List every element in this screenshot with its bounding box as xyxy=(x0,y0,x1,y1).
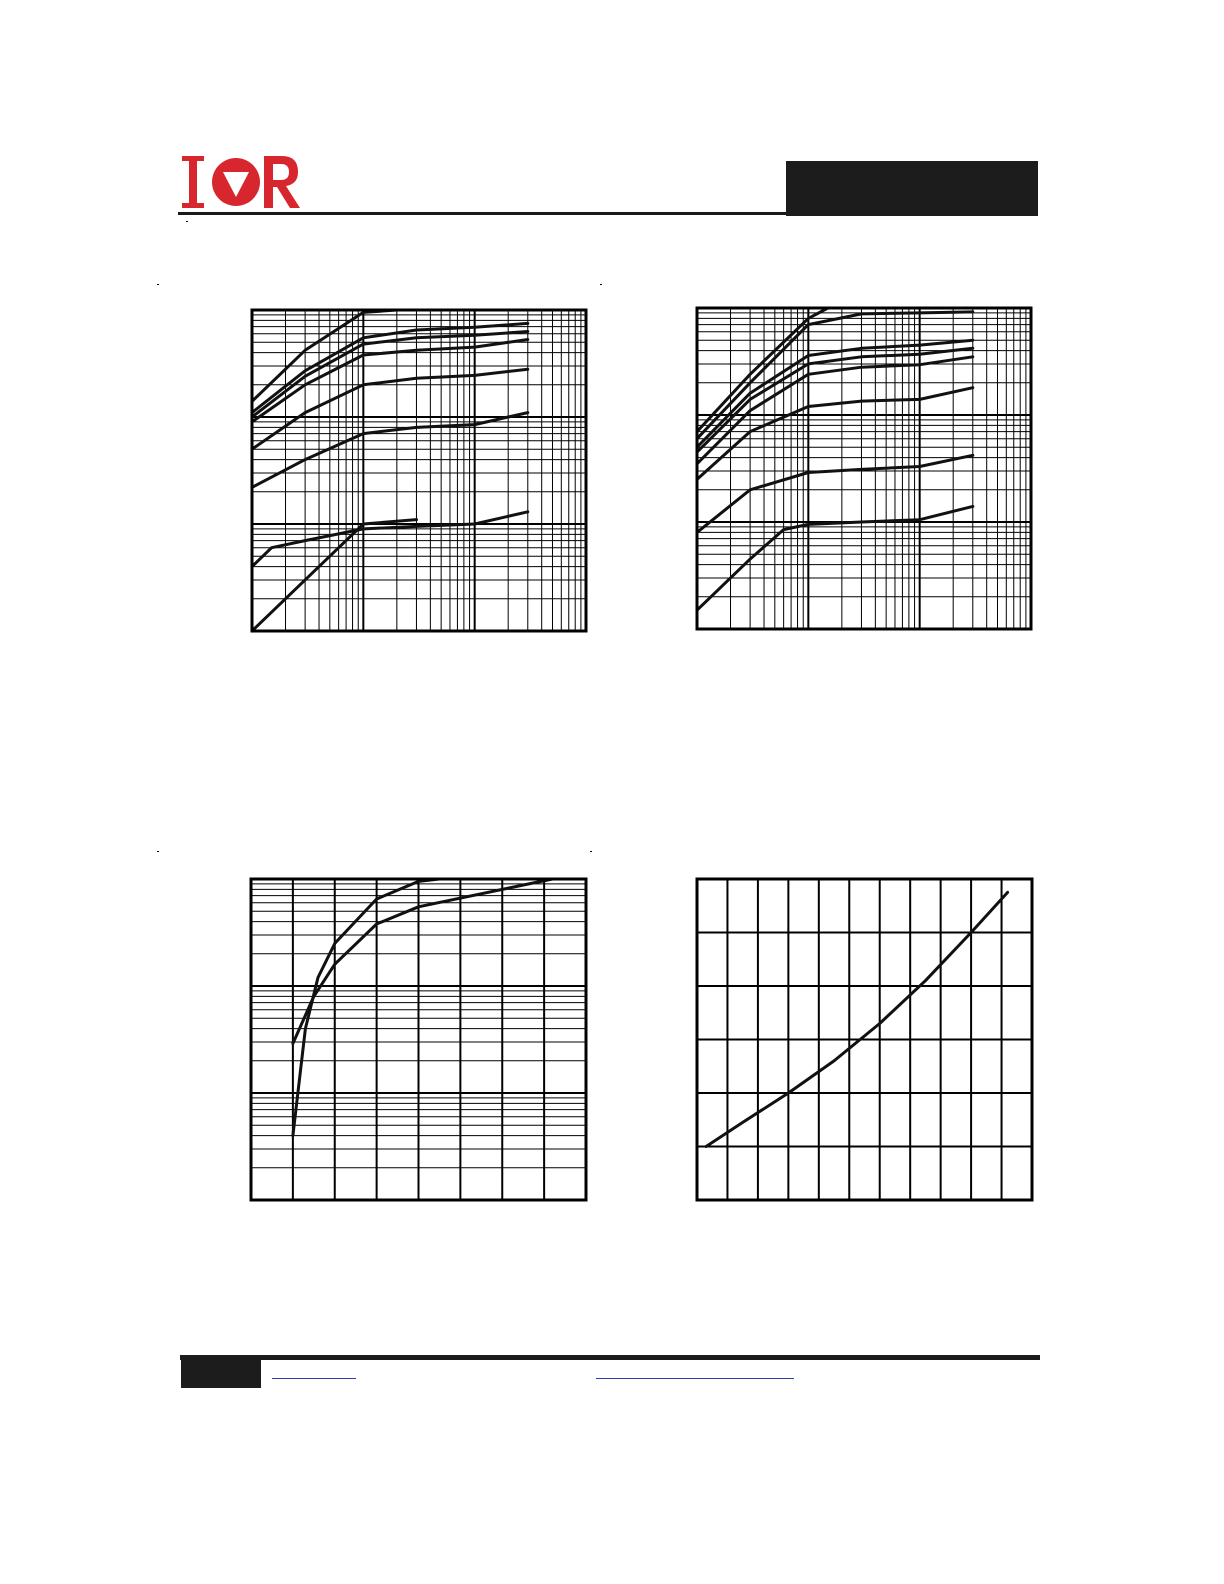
part-number-box xyxy=(786,161,1038,216)
chart-normalized-on-resistance xyxy=(695,877,1034,1202)
chart-transfer-characteristics xyxy=(249,877,588,1202)
series-line xyxy=(293,879,440,1136)
series-line xyxy=(252,323,528,412)
footer-rule xyxy=(180,1355,1040,1360)
dot-mark xyxy=(590,851,592,852)
page-number-box xyxy=(181,1360,261,1388)
dot-mark xyxy=(157,284,159,285)
brand-logo xyxy=(178,152,304,212)
series-line xyxy=(293,879,553,1044)
series-line xyxy=(252,413,528,488)
chart-output-characteristics-2 xyxy=(695,306,1033,631)
footer-link[interactable] xyxy=(272,1378,356,1379)
series-line xyxy=(697,455,973,532)
dot-mark xyxy=(186,221,188,222)
chart-output-characteristics-1 xyxy=(250,308,588,633)
dot-mark xyxy=(600,284,602,285)
series-line xyxy=(697,388,973,480)
dot-mark xyxy=(157,851,159,852)
header-rule xyxy=(178,212,788,215)
series-line xyxy=(706,892,1008,1146)
series-line xyxy=(252,512,528,567)
footer-website-link[interactable] xyxy=(596,1378,794,1379)
series-line xyxy=(252,310,397,401)
series-line xyxy=(252,520,417,631)
